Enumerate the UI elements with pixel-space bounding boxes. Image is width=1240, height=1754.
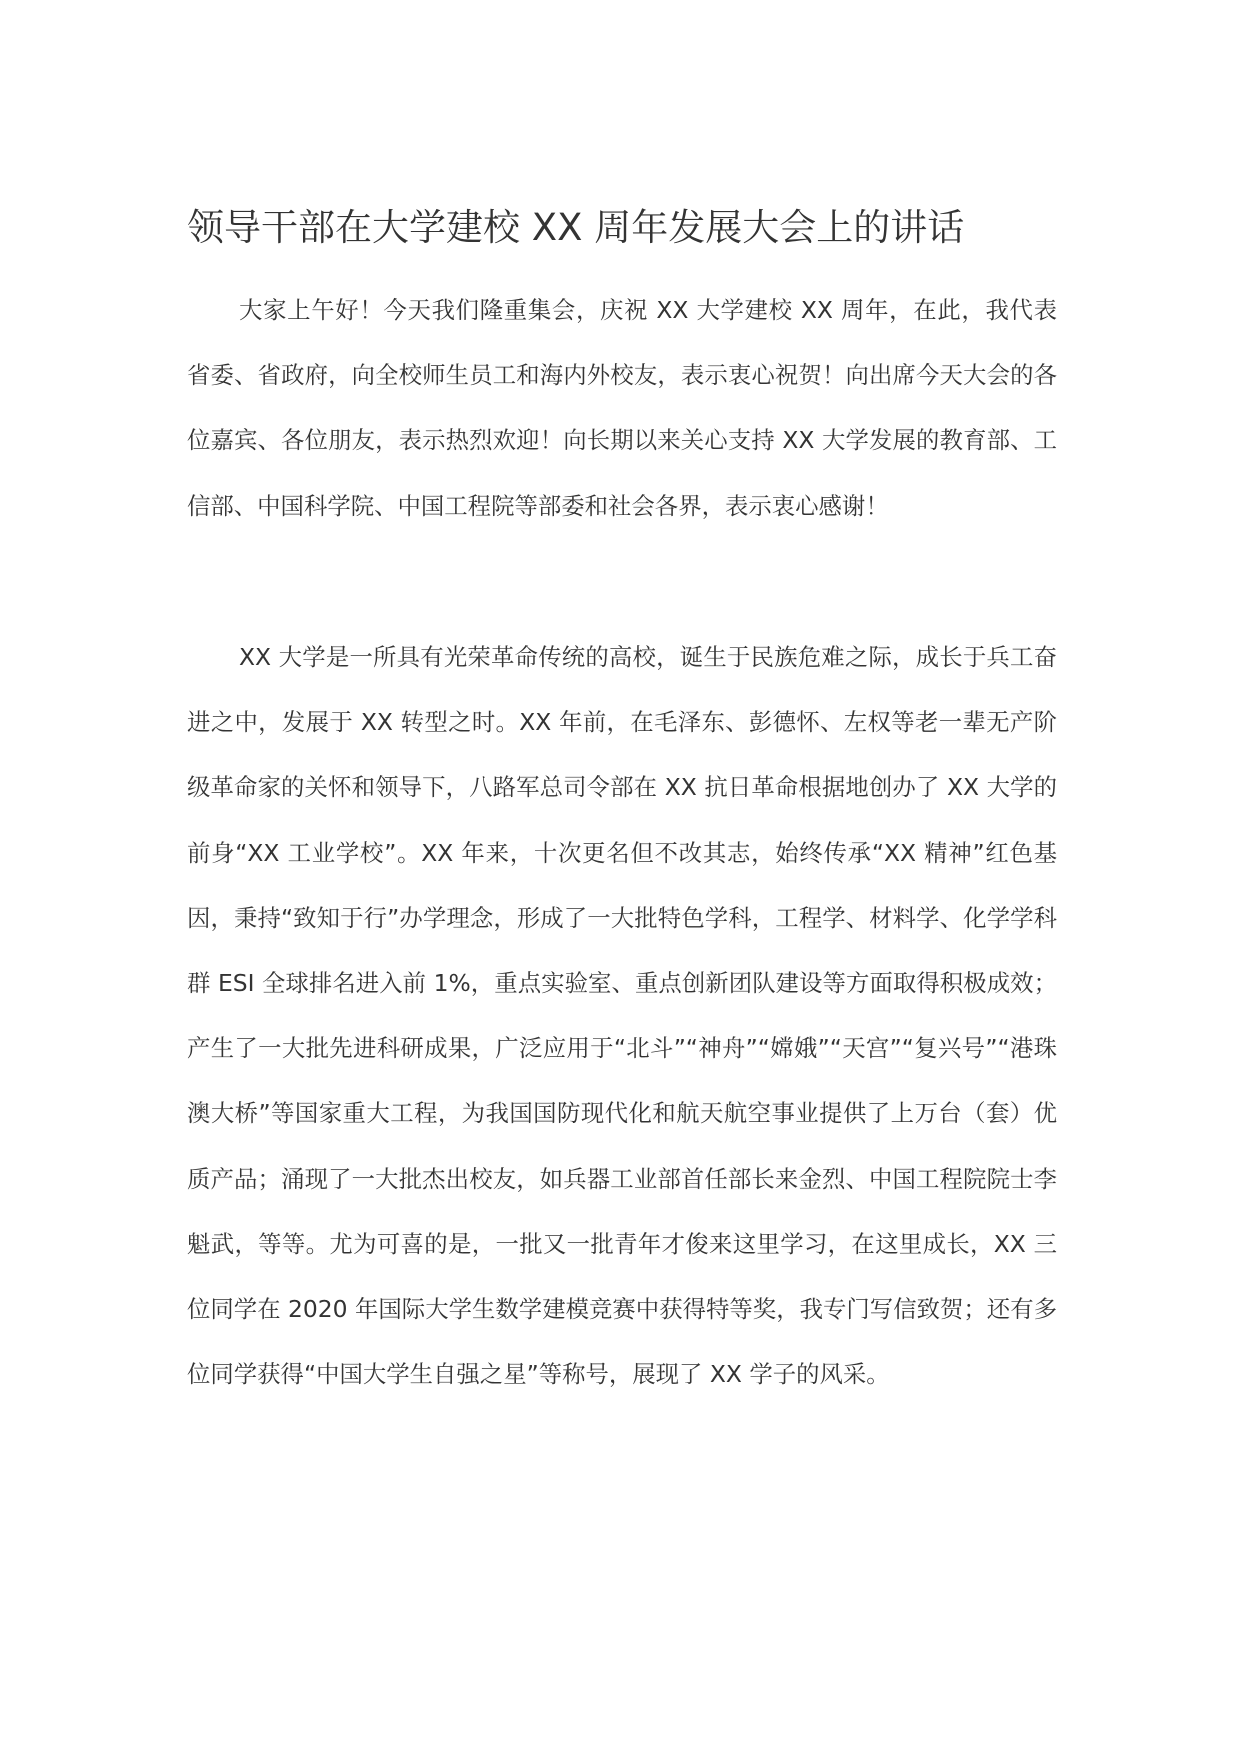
document-title: 领导干部在大学建校 XX 周年发展大会上的讲话 [187, 206, 965, 249]
paragraph-history: XX 大学是一所具有光荣革命传统的高校，诞生于民族危难之际，成长于兵工奋进之中，发展于 XX 转型之时。XX 年前，在毛泽东、彭德怀、左权等老一辈无产阶级革命家的关怀和领导下，八路军总司令部在 XX 抗日革命根据地创办了 XX 大学的前身“XX 工业学校”。XX 年来，十次更名但不改其志，始终传承“XX 精神”红色基因，秉持“致知于行”办学理念，形成了一大批特色学科，工程学、材料学、化学学科群 ESI 全球排名进入前 1%，重点实验室、重点创新团队建设等方面取得积极成效；产生了一大批先进科研成果，广泛应用于“北斗”“神舟”“嫦娥”“天宫”“复兴号”“港珠澳大桥”等国家重大工程，为我国国防现代化和航天航空事业提供了上万台（套）优质产品；涌现了一大批杰出校友，如兵器工业部首任部长来金烈、中国工程院院士李魁武，等等。尤为可喜的是，一批又一批青年才俊来这里学习，在这里成长，XX 三位同学在 2020 年国际大学生数学建模竞赛中获得特等奖，我专门写信致贺；还有多位同学获得“中国大学生自强之星”等称号，展现了 XX 学子的风采。 [187, 643, 1057, 1389]
paragraph-greeting: 大家上午好！今天我们隆重集会，庆祝 XX 大学建校 XX 周年，在此，我代表省委、省政府，向全校师生员工和海内外校友，表示衷心祝贺！向出席今天大会的各位嘉宾、各位朋友，表示热烈欢迎！向长期以来关心支持 XX 大学发展的教育部、工信部、中国科学院、中国工程院等部委和社会各界，表示衷心感谢！ [187, 296, 1057, 520]
